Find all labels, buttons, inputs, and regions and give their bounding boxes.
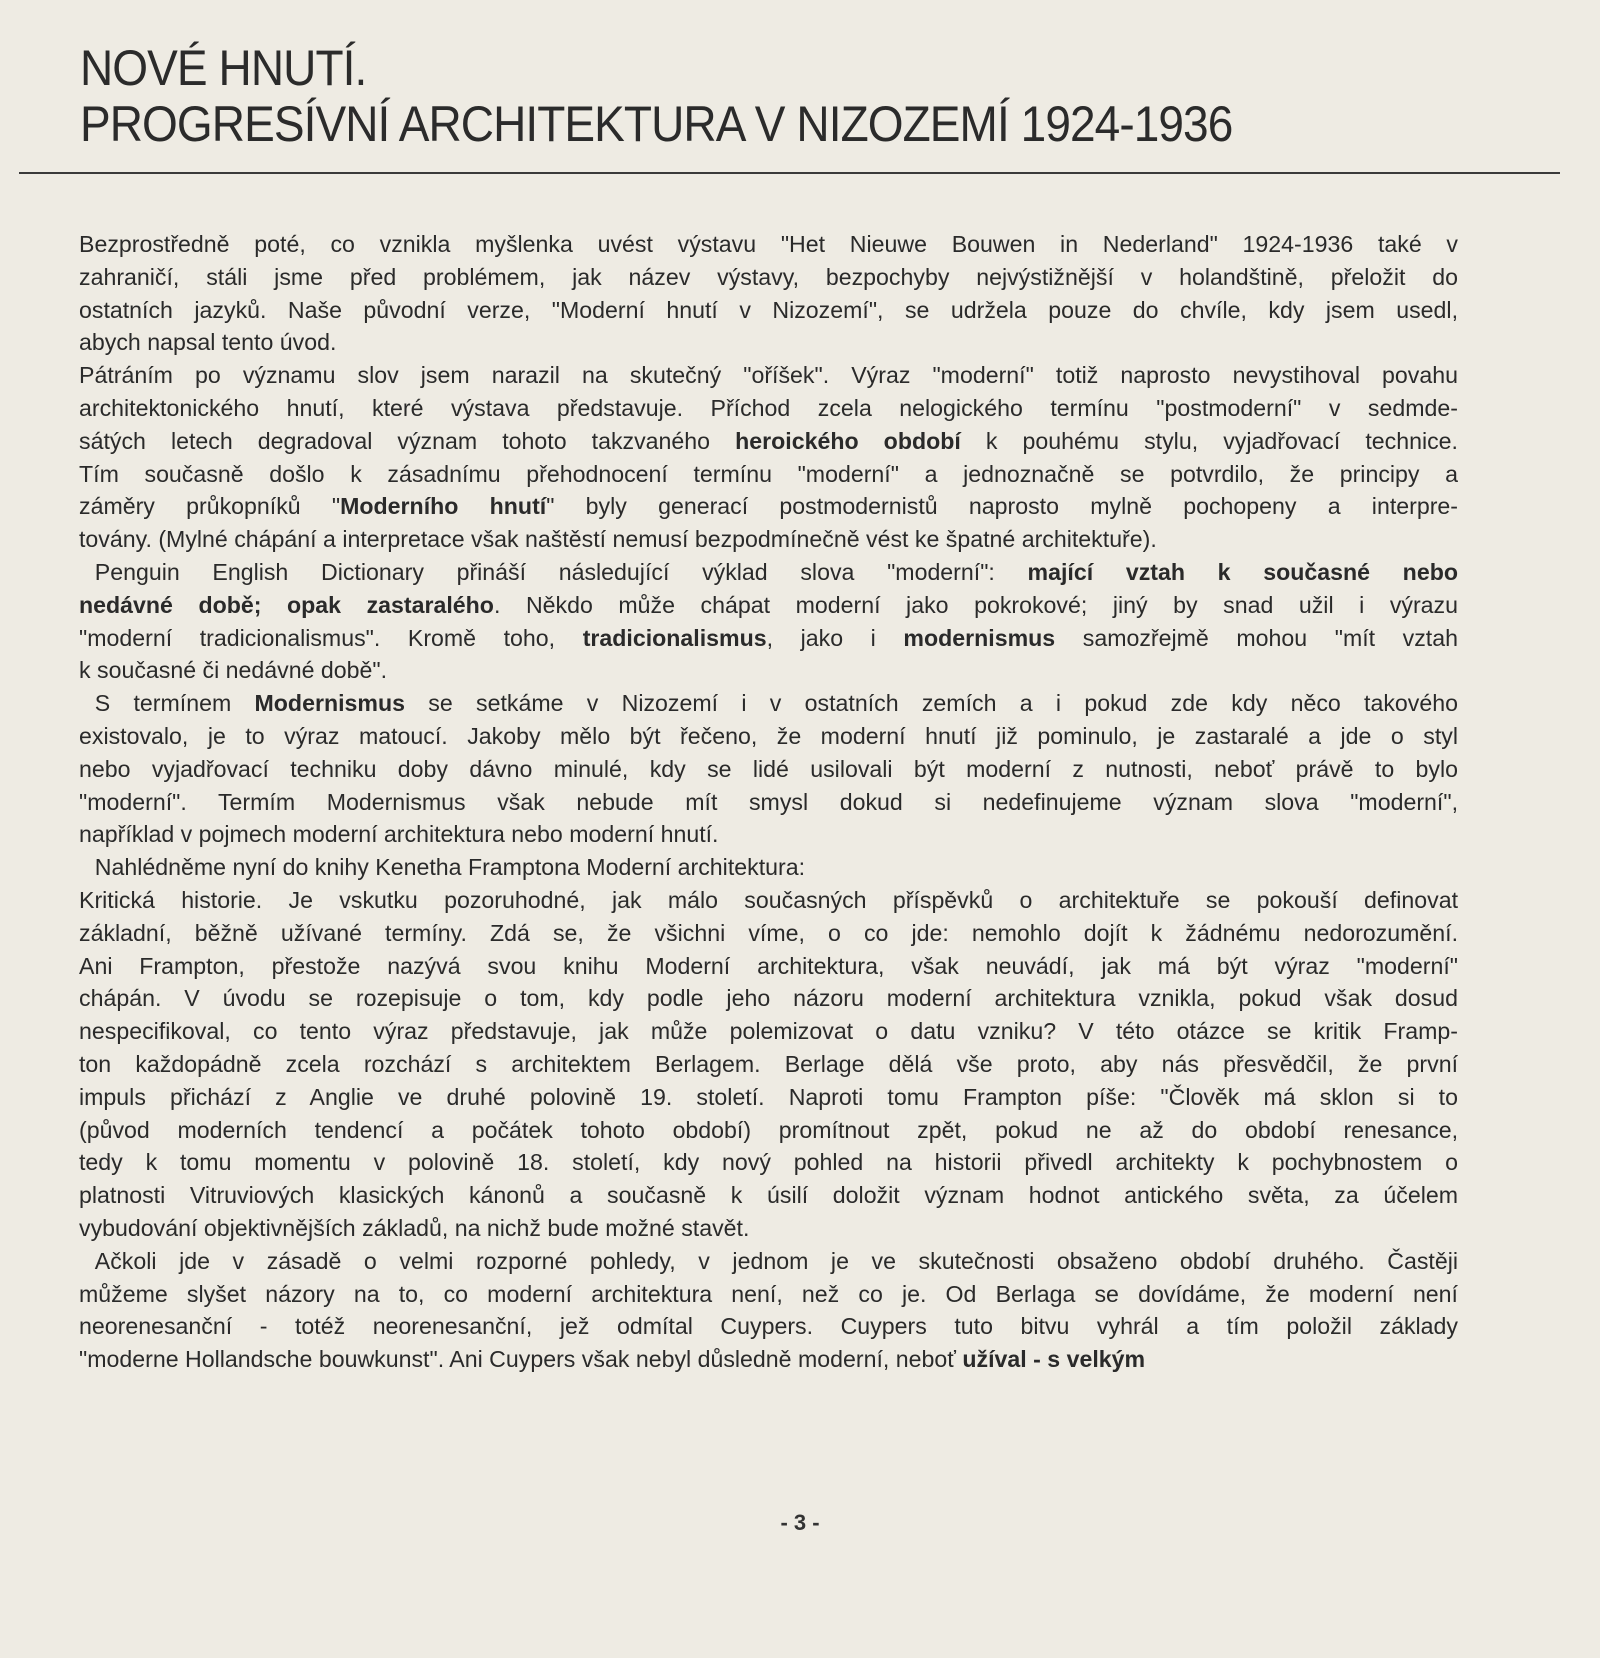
text-line: zahraničí, stáli jsme před problémem, jak název výstavy, bezpochyby nejvýstižnější v holandštině, přeložit do [79,263,1458,290]
text-line: (původ moderních tendencí a počátek tohoto období) promítnout zpět, pokud ne až do období renesance, [79,1116,1458,1143]
text-line: chápán. V úvodu se rozepisuje o tom, kdy podle jeho názoru moderní architektura vznikla, pokud však dosud [79,985,1458,1012]
paragraph [79,1245,1479,1376]
text-line: abych napsal tento úvod. [79,329,337,356]
text-line: ostatních jazyků. Naše původní verze, "Moderní hnutí v Nizozemí", se udržela pouze do chvíle, kdy jsem usedl, [79,296,1458,323]
text-line: Tím současně došlo k zásadnímu přehodnocení termínu "moderní" a jednoznačně se potvrdilo, že principy a [79,460,1458,487]
emphasis: užíval - s velkým [962,1346,1146,1373]
text-line: Bezprostředně poté, co vznikla myšlenka uvést výstavu "Het Nieuwe Bouwen in Nederland" 1924-1936 také v [79,231,1458,257]
text-line: platnosti Vitruviových klasických kánonů a současně k úsilí doložit význam hodnot antického světa, za účelem [79,1182,1458,1209]
text-line: například v pojmech moderní architektura nebo moderní hnutí. [79,821,719,848]
text-line: "moderní tradicionalismus". Kromě toho, tradicionalismus, jako i modernismus samozřejmě mohou "mít vztah [79,624,1458,651]
article-body [79,228,1479,1376]
text-line: základní, běžně užívané termíny. Zdá se, že všichni víme, o co jde: nemohlo dojít k žádnému nedorozumění. [79,919,1458,946]
emphasis: mající vztah k současné nebo [1027,558,1458,585]
text-line: architektonického hnutí, které výstava představuje. Příchod zcela nelogického termínu "postmoderní" v sedmde- [79,394,1458,421]
text-line: Nahlédněme nyní do knihy Kenetha Framptona Moderní architektura: [94,854,806,881]
emphasis: Modernismus [254,690,406,717]
text-line: S termínem Modernismus se setkáme v Nizozemí i v ostatních zemích a i pokud zde kdy něco takového [94,690,1459,717]
text-line: impuls přichází z Anglie ve druhé polovině 19. století. Naproti tomu Frampton píše: "Člověk má sklon si to [79,1083,1458,1110]
text-line: sátých letech degradoval význam tohoto takzvaného heroického období k pouhému stylu, vyjadřovací technice. [79,427,1458,454]
paragraph [79,884,1479,1245]
emphasis: heroického období [735,427,961,454]
title-line-2: PROGRESÍVNÍ ARCHITEKTURA V NIZOZEMÍ 1924-1936 [80,96,1233,152]
title-divider [19,172,1560,174]
text-line: Penguin English Dictionary přináší následující výklad slova "moderní": mající vztah k současné nebo [94,558,1458,585]
text-line: neorenesanční - totéž neorenesanční, jež odmítal Cuypers. Cuypers tuto bitvu vyhrál a tím položil základy [79,1313,1458,1340]
text-line: Ačkoli jde v zásadě o velmi rozporné pohledy, v jednom je ve skutečnosti obsaženo období druhého. Častěji [94,1247,1458,1274]
page-number: - 3 - [780,1510,820,1535]
text-line: nedávné době; opak zastaralého. Někdo může chápat moderní jako pokrokové; jiný by snad užil i výrazu [79,591,1459,618]
text-line: Ani Frampton, přestože nazývá svou knihu Moderní architektura, však neuvádí, jak má být výraz "moderní" [79,952,1458,979]
text-line: Pátráním po významu slov jsem narazil na skutečný "oříšek". Výraz "moderní" totiž naprosto nevystihoval povahu [79,362,1458,389]
emphasis: tradicionalismus [582,624,767,651]
emphasis: modernismus [903,624,1056,651]
text-line: Kritická historie. Je vskutku pozoruhodné, jak málo současných příspěvků o architektuře se pokouší definovat [79,886,1458,913]
paragraph [79,228,1479,359]
text-line: nespecifikoval, co tento výraz představuje, jak může polemizovat o datu vzniku? V této otázce se kritik Framp- [79,1018,1458,1045]
paragraph [79,687,1479,851]
text-line: "moderní". Termím Modernismus však nebude mít smysl dokud si nedefinujeme význam slova "moderní", [79,788,1458,815]
paragraph [79,359,1479,556]
text-line: nebo vyjadřovací techniku doby dávno minulé, kdy se lidé usilovali být moderní z nutnosti, neboť právě to bylo [79,755,1458,782]
emphasis: nedávné době; opak zastaralého [79,591,494,618]
text-line: tedy k tomu momentu v polovině 18. století, kdy nový pohled na historii přivedl architekty k pochybnostem o [79,1149,1458,1176]
text-line: továny. (Mylné chápání a interpretace však naštěstí nemusí bezpodmínečně vést ke špatné architektuře). [79,526,1157,553]
text-line: ton každopádně zcela rozchází s architektem Berlagem. Berlage dělá vše proto, aby nás přesvědčil, že první [79,1050,1458,1077]
text-line: vybudování objektivnějších základů, na nichž bude možné stavět. [79,1214,750,1241]
text-line: existovalo, je to výraz matoucí. Jakoby mělo být řečeno, že moderní hnutí již pominulo, je zastaralé a jde o styl [79,722,1458,749]
text-line: k současné či nedávné době". [79,657,388,684]
text-line: záměry průkopníků "Moderního hnutí" byly generací postmodernistů naprosto mylně pochopeny a interpre- [79,493,1459,520]
paragraph [79,851,1479,884]
page-title [80,40,1560,152]
text-line: můžeme slyšet názory na to, co moderní architektura není, než co je. Od Berlaga se dovídáme, že moderní není [79,1280,1458,1307]
title-line-1: NOVÉ HNUTÍ. [80,40,367,96]
paragraph [79,556,1479,687]
emphasis: Moderního hnutí [340,493,547,520]
text-line: "moderne Hollandsche bouwkunst". Ani Cuypers však nebyl důsledně moderní, neboť užíval - s velkým [79,1346,1146,1373]
